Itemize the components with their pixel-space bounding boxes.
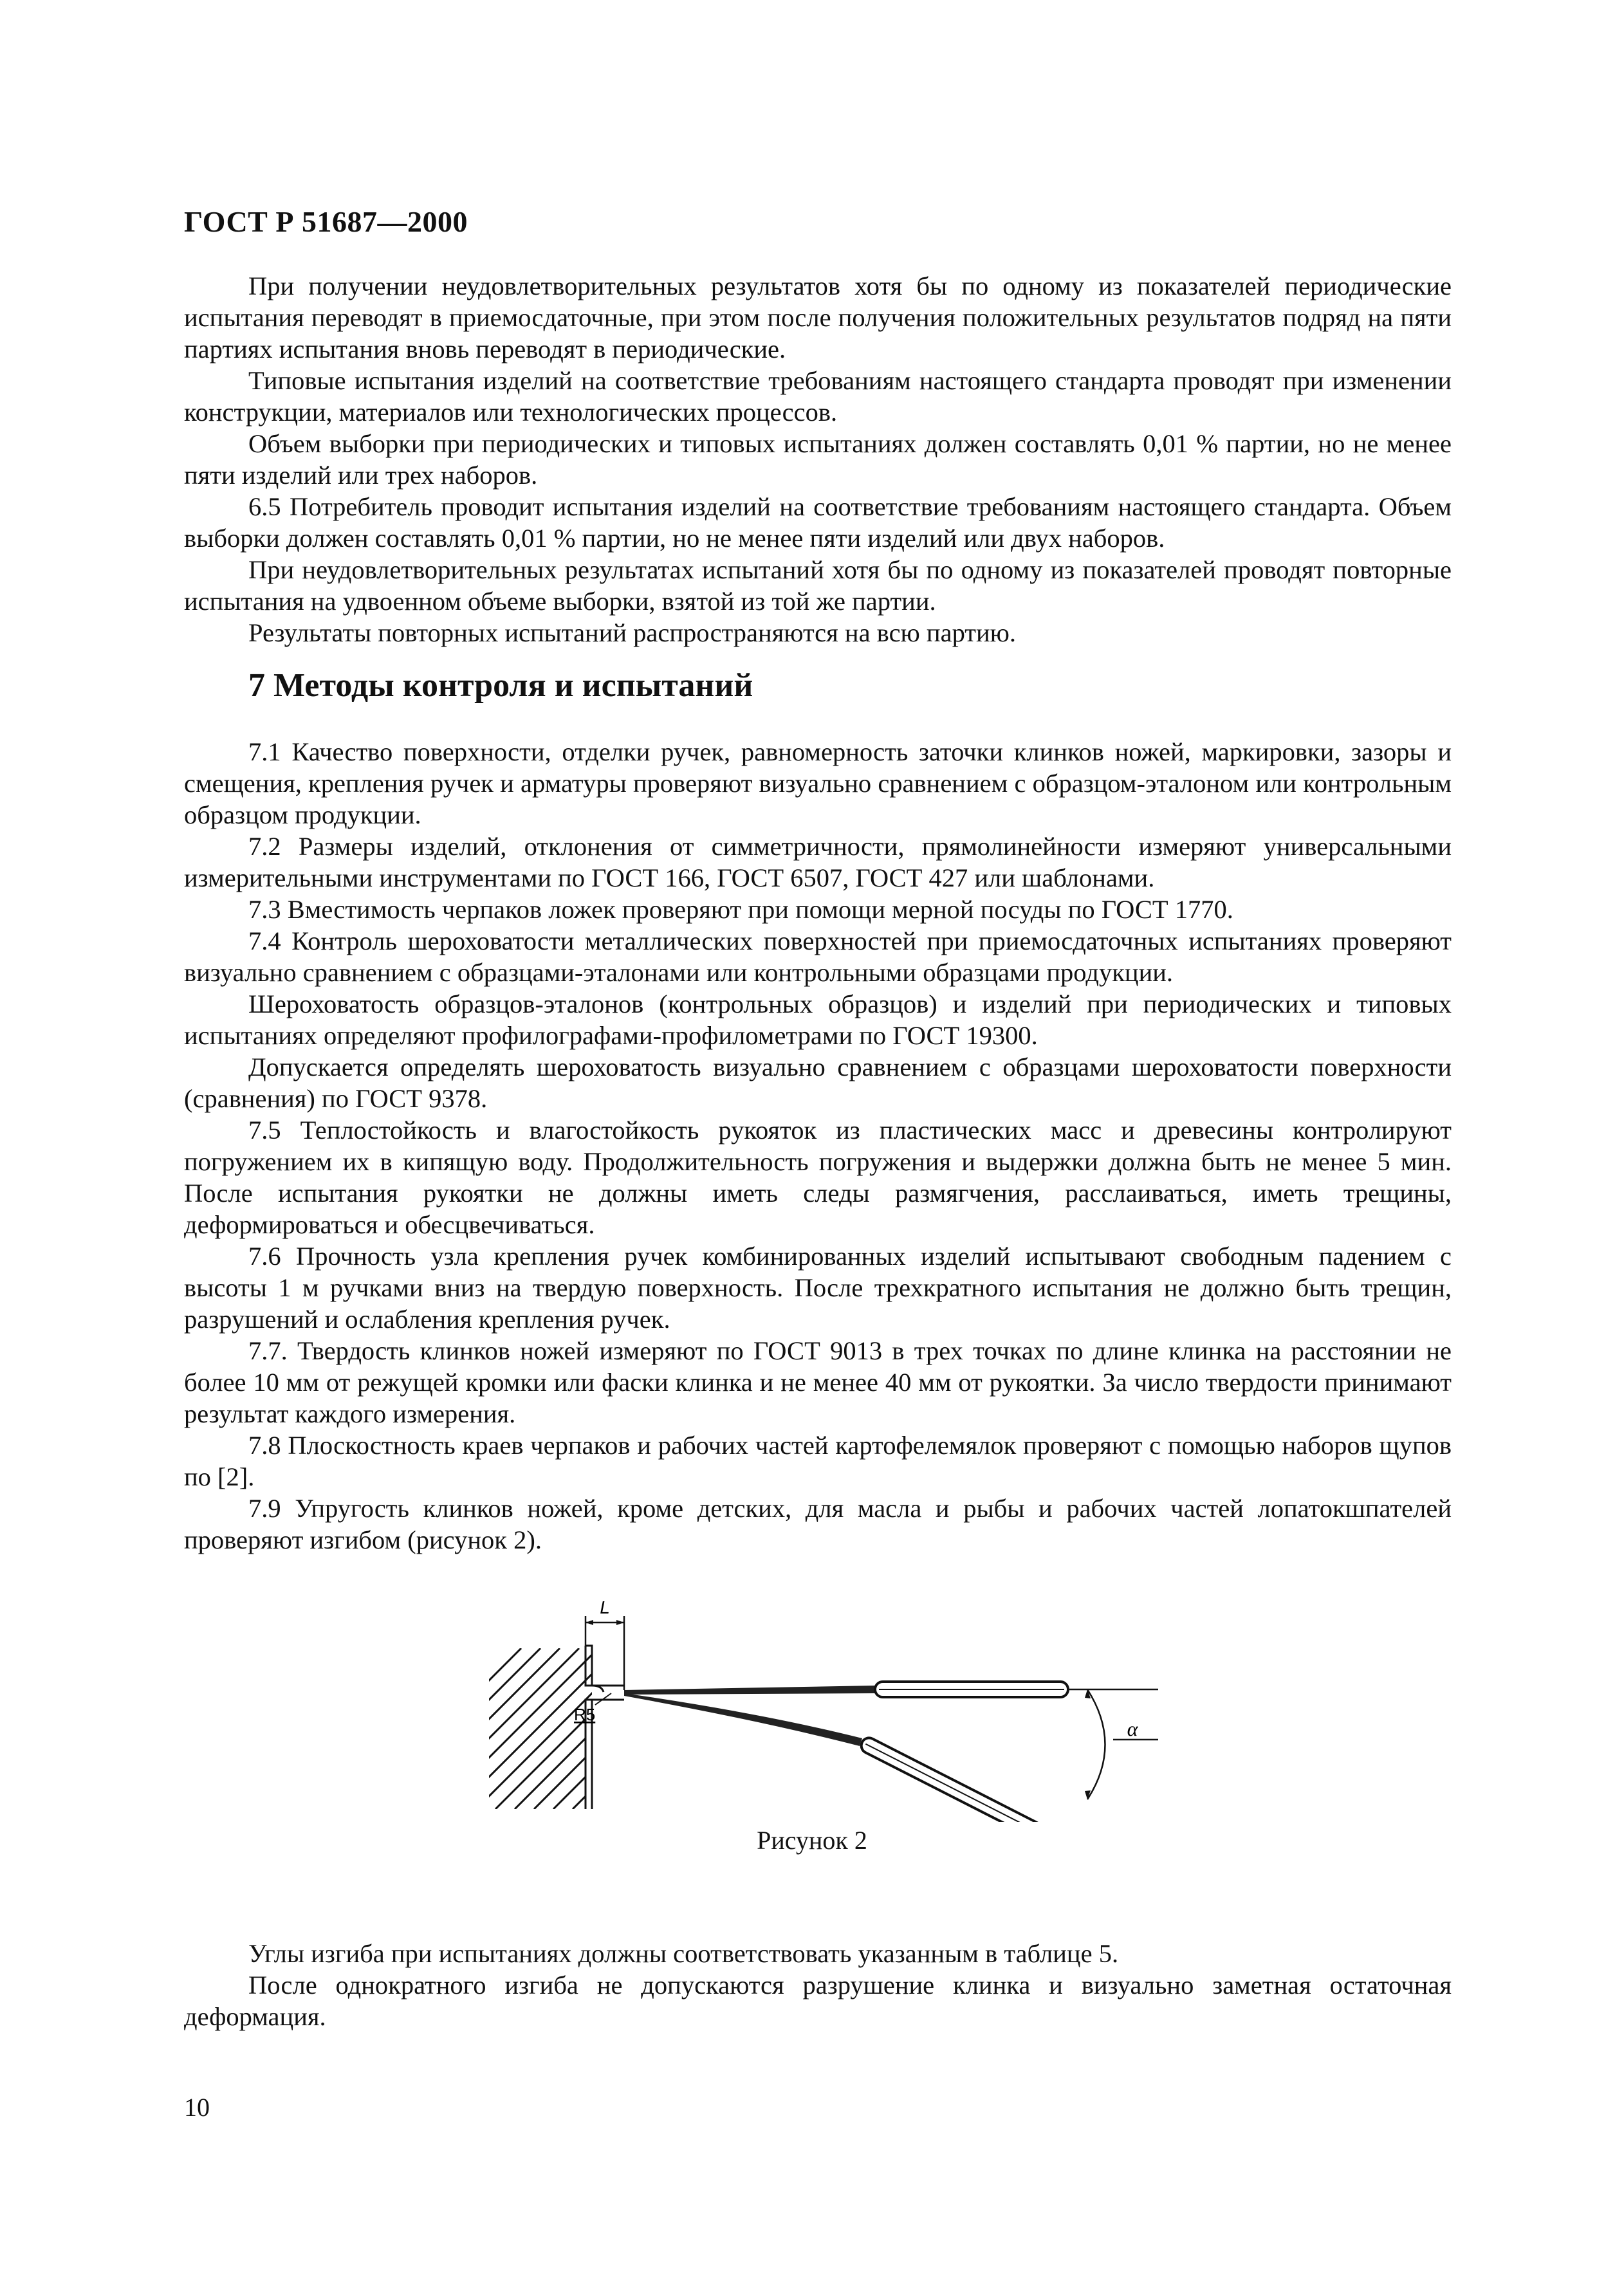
paragraph: 7.9 Упругость клинков ножей, кроме детских, для масла и рыбы и рабочих частей лопатокшпателей проверяют изгибом (рисунок 2). [184,1494,1452,1554]
page-number: 10 [184,2093,210,2122]
clamp-jaw-upper [586,1646,592,1686]
label-angle: α [1127,1717,1138,1740]
handle-bent [859,1735,1044,1822]
label-radius: R5 [574,1705,596,1724]
clamp-hatching [489,1648,753,1809]
intro-text-block [184,270,1452,648]
bending-test-figure [489,1577,1171,1822]
bending-test-drawing [489,1577,1171,1822]
paragraph: Типовые испытания изделий на соответствие требованиям настоящего стандарта проводят при изменении конструкции, материалов или технологических процессов. [184,366,1452,427]
paragraph: Шероховатость образцов-эталонов (контрольных образцов) и изделий при периодических и типовых испытаниях определяют профилографами-профилометрами по ГОСТ 19300. [184,989,1452,1050]
paragraph: 7.4 Контроль шероховатости металлических поверхностей при приемосдаточных испытаниях проверяют визуально сравнением с образцами-эталонами или контрольными образцами продукции. [184,926,1452,987]
document-code-header: ГОСТ Р 51687—2000 [184,205,468,238]
figure-caption: Рисунок 2 [757,1826,867,1855]
paragraph: 7.6 Прочность узла крепления ручек комбинированных изделий испытывают свободным падением с высоты 1 м ручками вниз на твердую поверхность. После трехкратного испытания не должно быть трещин, разрушений и ослабления крепления ручек. [184,1242,1452,1334]
paragraph: Объем выборки при периодических и типовых испытаниях должен составлять 0,01 % партии, но не менее пяти изделий или трех наборов. [184,429,1452,490]
blade-bent [624,1693,862,1746]
paragraph: Результаты повторных испытаний распространяются на всю партию. [248,618,1017,647]
paragraph: При неудовлетворительных результатах испытаний хотя бы по одному из показателей проводят повторные испытания на удвоенном объеме выборки, взятой из той же партии. [184,555,1452,616]
paragraph: 7.1 Качество поверхности, отделки ручек, равномерность заточки клинков ножей, маркировки, зазоры и смещения, крепления ручек и арматуры проверяют визуально сравнением с образцом-эталоном или контрольным образцом продукции. [184,737,1452,829]
section-heading: 7 Методы контроля и испытаний [248,667,753,704]
paragraph: Допускается определять шероховатость визуально сравнением с образцами шероховатости поверхности (сравнения) по ГОСТ 9378. [184,1053,1452,1113]
angle-arc [1087,1689,1105,1799]
paragraph: 7.8 Плоскостность краев черпаков и рабочих частей картофелемялок проверяют с помощью наборов щупов по [2]. [184,1431,1452,1491]
label-length: L [600,1597,610,1617]
paragraph: 7.7. Твердость клинков ножей измеряют по ГОСТ 9013 в трех точках по длине клинка на расстоянии не более 10 мм от режущей кромки или фаски клинка и не менее 40 мм от рукоятки. За число твердости принимают результат каждого измерения. [184,1336,1452,1428]
methods-text-block [184,736,1452,1556]
paragraph: 7.2 Размеры изделий, отклонения от симметричности, прямолинейности измеряют универсальными измерительными инструментами по ГОСТ 166, ГОСТ 6507, ГОСТ 427 или шаблонами. [184,832,1452,892]
paragraph: После однократного изгиба не допускаются разрушение клинка и визуально заметная остаточная деформация. [184,1971,1452,2031]
paragraph: 7.3 Вместимость черпаков ложек проверяют при помощи мерной посуды по ГОСТ 1770. [248,895,1233,924]
after-figure-text-block [184,1938,1452,2032]
paragraph: При получении неудовлетворительных результатов хотя бы по одному из показателей периодические испытания переводят в приемосдаточные, при этом после получения положительных результатов подряд на пяти партиях испытания вновь переводят в периодические. [184,271,1452,363]
paragraph: 6.5 Потребитель проводит испытания изделий на соответствие требованиям настоящего стандарта. Объем выборки должен составлять 0,01 % партии, но не менее пяти изделий или двух наборов. [184,492,1452,553]
blade-straight [624,1686,875,1695]
paragraph: Углы изгиба при испытаниях должны соответствовать указанным в таблице 5. [248,1939,1119,1968]
paragraph: 7.5 Теплостойкость и влагостойкость рукояток из пластических масс и древесины контролируют погружением их в кипящую воду. Продолжительность погружения и выдержки должна быть не менее 5 мин. После испытания рукоятки не должны иметь следы размягчения, расслаиваться, иметь трещины, деформироваться и обесцвечиваться. [184,1116,1452,1239]
